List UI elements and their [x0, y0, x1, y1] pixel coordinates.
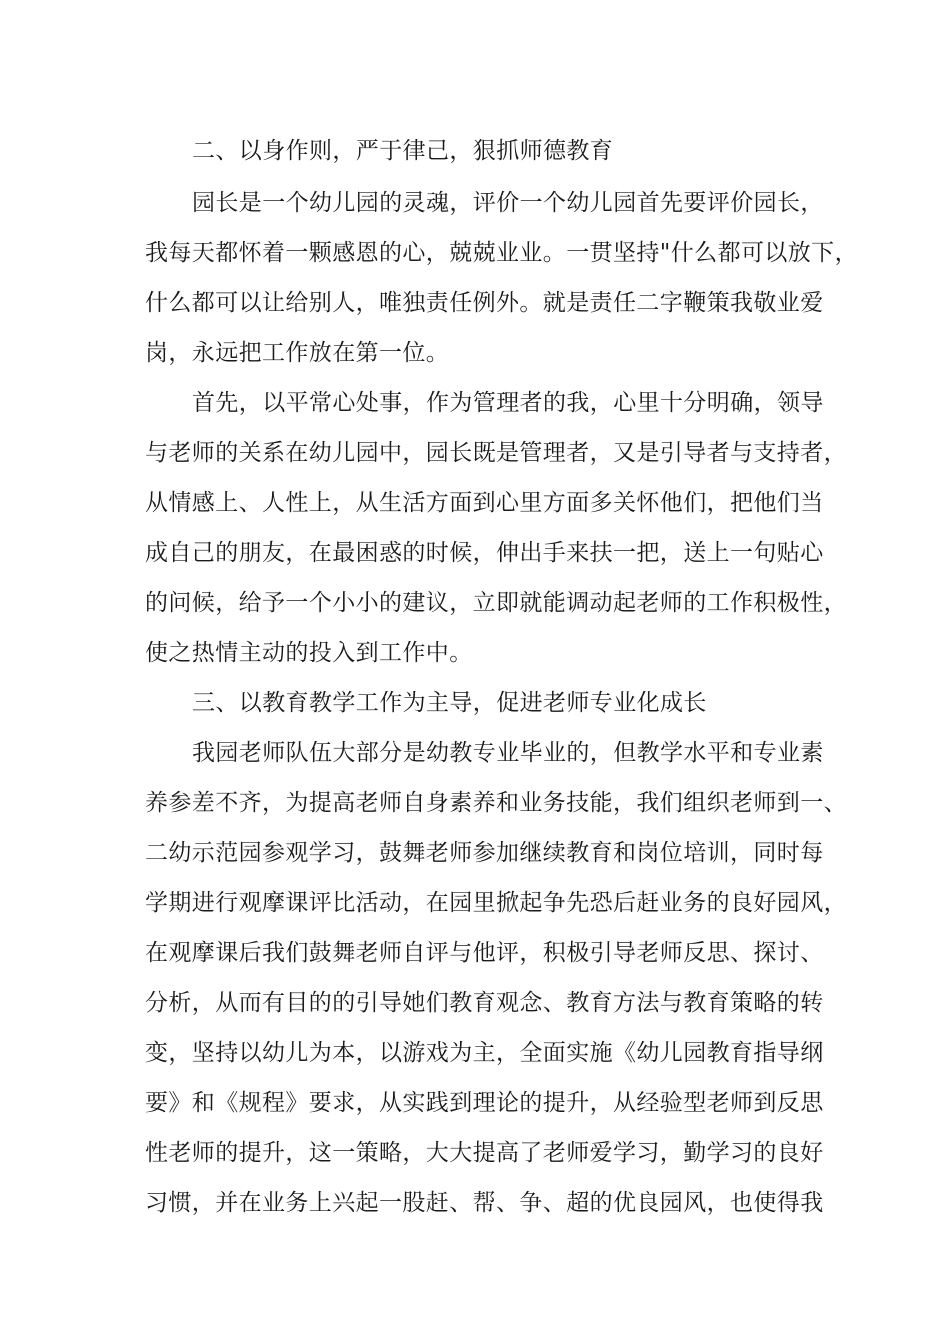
paragraph-line: 与老师的关系在幼儿园中，园长既是管理者，又是引导者与支持者， — [145, 440, 847, 466]
paragraph-line: 分析，从而有目的的引导她们教育观念、教育方法与教育策略的转 — [145, 990, 824, 1016]
paragraph-line: 什么都可以让给别人，唯独责任例外。就是责任二字鞭策我敬业爱 — [145, 290, 824, 316]
paragraph-line: 首先，以平常心处事，作为管理者的我，心里十分明确，领导 — [192, 390, 824, 416]
paragraph-line: 我每天都怀着一颗感恩的心，兢兢业业。一贯坚持"什么都可以放下， — [145, 240, 858, 266]
paragraph-line: 习惯，并在业务上兴起一股赶、帮、争、超的优良园风，也使得我 — [145, 1190, 824, 1216]
paragraph-line: 的问候，给予一个小小的建议，立即就能调动起老师的工作积极性， — [145, 590, 847, 616]
heading-section-three: 三、以教育教学工作为主导，促进老师专业化成长 — [192, 690, 707, 716]
paragraph-line: 要》和《规程》要求，从实践到理论的提升，从经验型老师到反思 — [145, 1090, 824, 1116]
paragraph-line: 园长是一个幼儿园的灵魂，评价一个幼儿园首先要评价园长， — [192, 190, 824, 216]
paragraph-line: 二幼示范园参观学习，鼓舞老师参加继续教育和岗位培训，同时每 — [145, 840, 824, 866]
paragraph-line: 岗，永远把工作放在第一位。 — [145, 340, 450, 366]
paragraph-line: 养参差不齐，为提高老师自身素养和业务技能，我们组织老师到一、 — [145, 790, 847, 816]
paragraph-line: 在观摩课后我们鼓舞老师自评与他评，积极引导老师反思、探讨、 — [145, 940, 824, 966]
paragraph-line: 我园老师队伍大部分是幼教专业毕业的，但教学水平和专业素 — [192, 740, 824, 766]
paragraph-line: 成自己的朋友，在最困惑的时候，伸出手来扶一把，送上一句贴心 — [145, 540, 824, 566]
paragraph-line: 变，坚持以幼儿为本，以游戏为主，全面实施《幼儿园教育指导纲 — [145, 1040, 824, 1066]
paragraph-line: 学期进行观摩课评比活动，在园里掀起争先恐后赶业务的良好园风， — [145, 890, 847, 916]
paragraph-line: 从情感上、人性上，从生活方面到心里方面多关怀他们，把他们当 — [145, 490, 824, 516]
heading-section-two: 二、以身作则，严于律己，狠抓师德教育 — [192, 138, 614, 164]
paragraph-line: 使之热情主动的投入到工作中。 — [145, 640, 473, 666]
paragraph-line: 性老师的提升，这一策略，大大提高了老师爱学习，勤学习的良好 — [145, 1140, 824, 1166]
